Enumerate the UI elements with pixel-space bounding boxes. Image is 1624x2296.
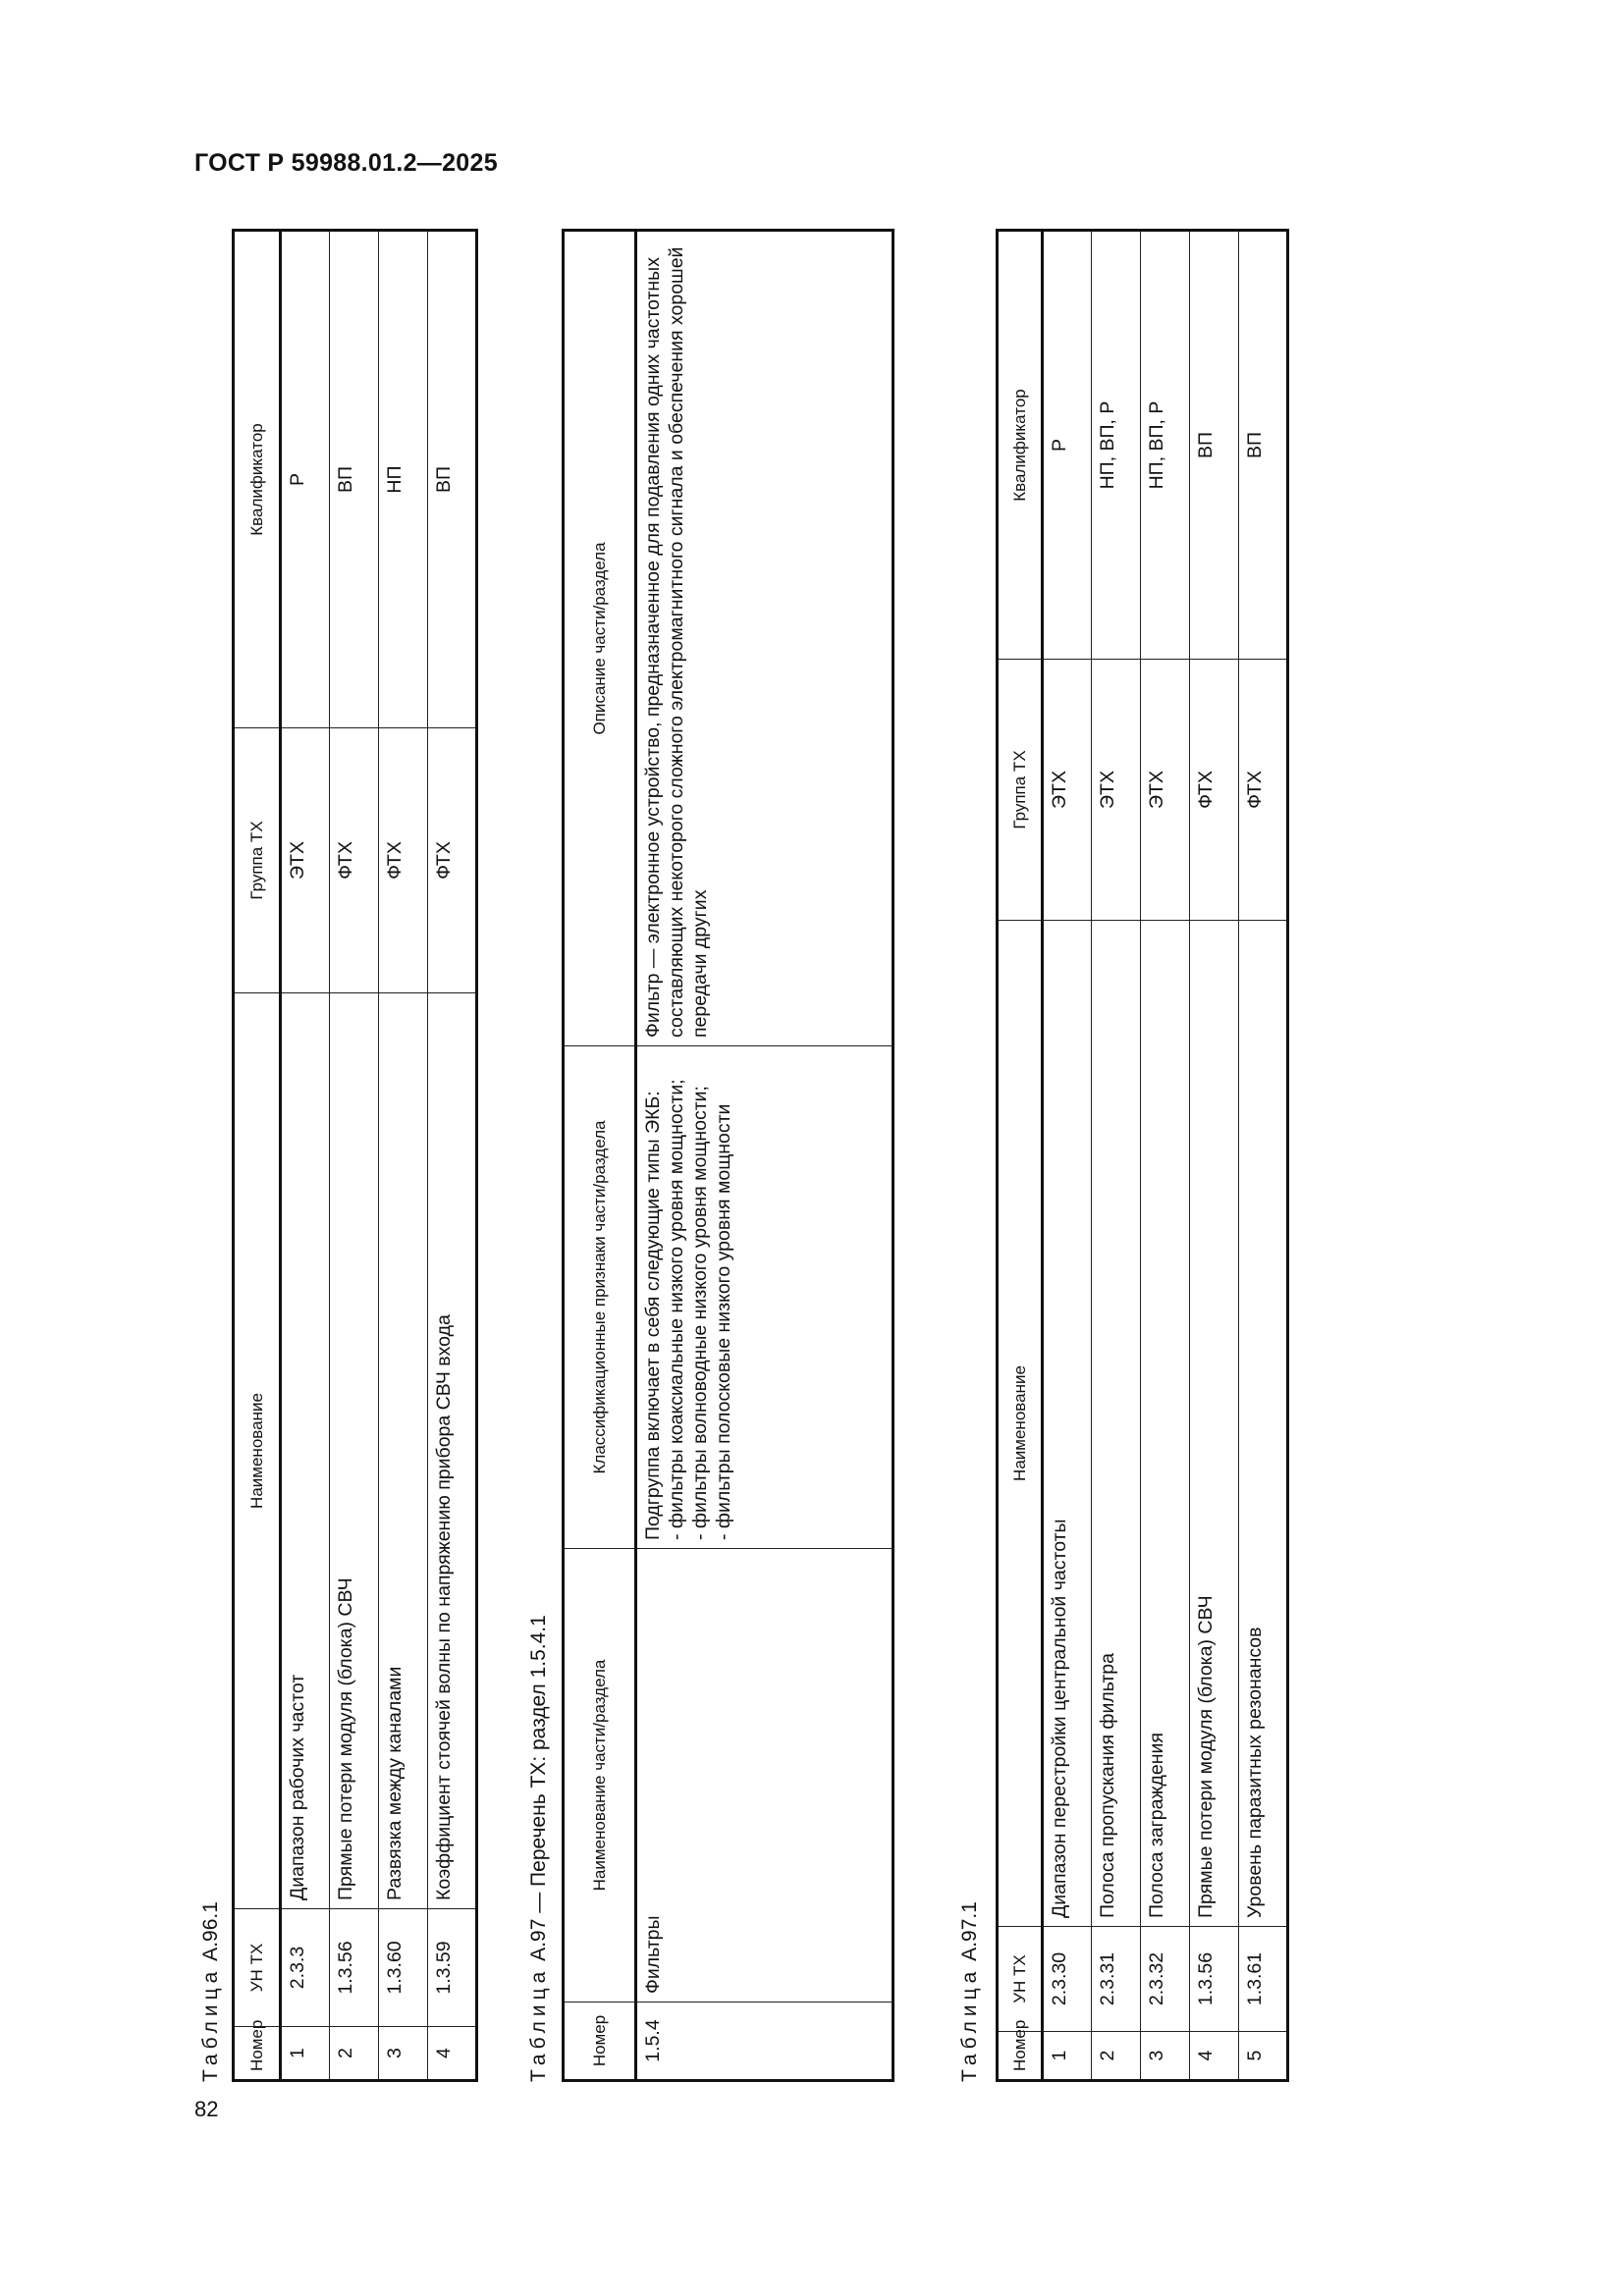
table-row [1043,231,1092,2081]
cell-qualifier: ВП [1190,231,1239,660]
cell-group: ЭТХ [1043,660,1092,921]
features-item: - фильтры коаксиальные низкого уровня мощности; [666,1079,687,1540]
cell-name: Развязка между каналами [379,993,428,1909]
table-row [1239,231,1288,2081]
cell-code: 1.3.56 [330,1909,379,2027]
caption-prefix: Таблица [527,1966,550,2082]
column-header: Группа ТХ [234,728,281,993]
cell-code: 1.3.56 [1190,1927,1239,2032]
caption-id: А.96.1 [199,1901,222,1961]
document-header: ГОСТ Р 59988.01.2—2025 [194,149,498,177]
table-row [1092,231,1141,2081]
cell-code: 2.3.3 [281,1909,330,2027]
table-row [428,231,477,2081]
cell-qualifier: НП [379,231,428,728]
cell-code: 1.3.61 [1239,1927,1288,2032]
column-header: Номер [998,2032,1043,2081]
column-header: Группа ТХ [998,660,1043,921]
cell-group: ФТХ [1190,660,1239,921]
cell-number: 2 [330,2027,379,2081]
cell-name: Полоса заграждения [1141,921,1190,1927]
column-header: Наименование [998,921,1043,1927]
table-row [330,231,379,2081]
cell-name: Уровень паразитных резонансов [1239,921,1288,1927]
cell-qualifier: Р [1043,231,1092,660]
cell-code: 1.3.59 [428,1909,477,2027]
cell-code: 2.3.30 [1043,1927,1092,2032]
table-a97-caption [522,232,562,2082]
cell-name: Диапазон перестройки центральной частоты [1043,921,1092,1927]
table-row [636,231,893,2081]
cell-number: 1.5.4 [636,2002,893,2081]
cell-number: 1 [1043,2032,1092,2081]
column-header: Наименование части/раздела [564,1549,636,2002]
cell-name: Полоса пропускания фильтра [1092,921,1141,1927]
cell-code: 2.3.32 [1141,1927,1190,2032]
cell-group: ЭТХ [1092,660,1141,921]
column-header: Классификационные признаки части/раздела [564,1046,636,1549]
table-a97-1-caption [950,232,996,2082]
cell-name: Фильтры [636,1549,893,2002]
table-a97-1 [996,229,1289,2082]
column-header: Квалификатор [234,231,281,728]
cell-qualifier: НП, ВП, Р [1141,231,1190,660]
caption-prefix: Таблица [199,1966,222,2082]
caption-prefix: Таблица [958,1966,981,2082]
cell-number: 3 [1141,2032,1190,2081]
caption-id: А.97.1 [958,1901,981,1961]
cell-group: ФТХ [428,728,477,993]
page-number: 82 [194,2097,219,2121]
column-header: Номер [564,2002,636,2081]
cell-features [636,1046,893,1549]
column-header: Номер [234,2027,281,2081]
cell-number: 3 [379,2027,428,2081]
features-intro: Подгруппа включает в себя следующие типы ЭКБ: [642,1091,664,1540]
cell-group: ФТХ [330,728,379,993]
cell-name: Прямые потери модуля (блока) СВЧ [1190,921,1239,1927]
cell-qualifier: Р [281,231,330,728]
cell-code: 2.3.31 [1092,1927,1141,2032]
cell-description: Фильтр — электронное устройство, предназначенное для подавления одних частотных составляющих некоторого сложного электромагнитного сигнала и обеспечения хорошей передачи других [636,231,893,1046]
column-header: Наименование [234,993,281,1909]
cell-qualifier: ВП [330,231,379,728]
column-header: Квалификатор [998,231,1043,660]
cell-group: ФТХ [379,728,428,993]
table-row [1190,231,1239,2081]
column-header: УН ТХ [998,1927,1043,2032]
cell-name: Прямые потери модуля (блока) СВЧ [330,993,379,1909]
cell-qualifier: ВП [1239,231,1288,660]
cell-name: Диапазон рабочих частот [281,993,330,1909]
cell-qualifier: ВП [428,231,477,728]
cell-number: 1 [281,2027,330,2081]
cell-group: ЭТХ [1141,660,1190,921]
caption-rest: А.97 — Перечень ТХ: раздел 1.5.4.1 [527,1615,550,1961]
table-a97-1-block [950,232,1290,2082]
cell-number: 2 [1092,2032,1141,2081]
features-item: - фильтры полосковые низкого уровня мощности [713,1103,734,1540]
table-a97-block [522,232,901,2082]
table-row [1141,231,1190,2081]
cell-qualifier: НП, ВП, Р [1092,231,1141,660]
table-row [379,231,428,2081]
cell-number: 5 [1239,2032,1288,2081]
table-a96-1-caption [194,232,232,2082]
cell-number: 4 [428,2027,477,2081]
cell-number: 4 [1190,2032,1239,2081]
table-row [281,231,330,2081]
cell-code: 1.3.60 [379,1909,428,2027]
table-a96-1-block [194,232,477,2082]
cell-group: ФТХ [1239,660,1288,921]
table-a97 [562,229,894,2082]
table-a96-1 [232,229,478,2082]
column-header: Описание части/раздела [564,231,636,1046]
column-header: УН ТХ [234,1909,281,2027]
cell-name: Коэффициент стоячей волны по напряжению прибора СВЧ входа [428,993,477,1909]
features-item: - фильтры волноводные низкого уровня мощности; [689,1086,711,1540]
cell-group: ЭТХ [281,728,330,993]
